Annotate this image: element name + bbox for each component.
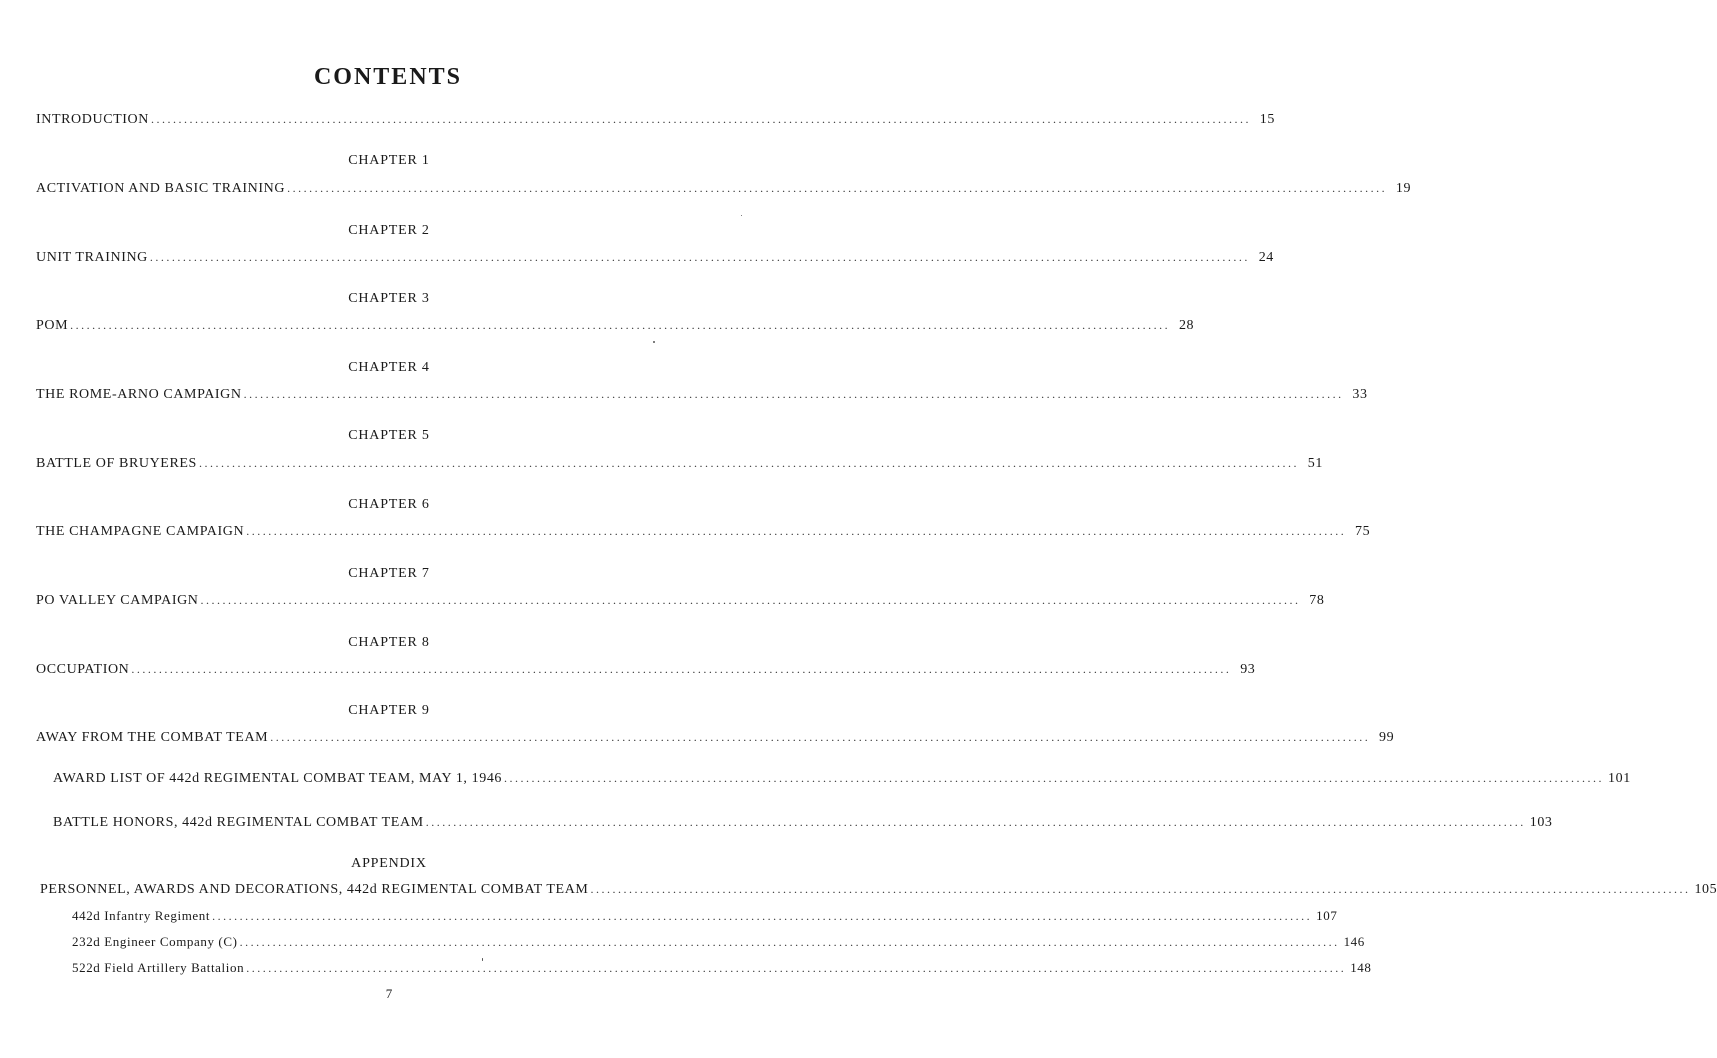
- toc-entry-page: 24: [1258, 250, 1274, 265]
- toc-entry-page: 146: [1343, 934, 1365, 949]
- toc-entry-page: 99: [1379, 730, 1395, 745]
- chapter-heading-3: CHAPTER 3: [348, 291, 430, 306]
- toc-entry-label: UNIT TRAINING: [36, 250, 148, 265]
- leader-dots: ........................................................................................................................................................................................................: [149, 250, 1250, 264]
- chapter-heading-6: CHAPTER 6: [348, 497, 430, 512]
- toc-entry-page: 19: [1395, 181, 1412, 196]
- leader-dots: ........................................................................................................................................................................................................: [200, 593, 1301, 607]
- toc-entry-chapter-8[interactable]: [36, 662, 1256, 678]
- chapter-heading-2: CHAPTER 2: [348, 223, 430, 238]
- toc-entry-label: INTRODUCTION: [36, 112, 149, 127]
- toc-entry-page: 103: [1529, 815, 1553, 830]
- toc-sub-entry[interactable]: [72, 908, 1338, 924]
- toc-entry-page: 101: [1608, 771, 1631, 786]
- toc-entry-introduction[interactable]: [36, 112, 1275, 128]
- toc-entry-label: THE CHAMPAGNE CAMPAIGN: [36, 524, 245, 539]
- toc-entry-label: BATTLE OF BRUYERES: [36, 456, 197, 471]
- leader-dots: ........................................................................................................................................................................................................: [243, 387, 1344, 401]
- toc-entry-page: 78: [1309, 593, 1325, 608]
- chapter-heading-5: CHAPTER 5: [348, 428, 430, 443]
- chapter-heading-8: CHAPTER 8: [348, 635, 430, 650]
- toc-entry-page: 105: [1694, 882, 1717, 897]
- toc-entry-chapter-5[interactable]: [36, 456, 1323, 472]
- toc-entry-label: THE ROME-ARNO CAMPAIGN: [36, 387, 242, 402]
- toc-entry-page: 28: [1178, 318, 1195, 333]
- toc-entry-chapter-9[interactable]: [36, 730, 1395, 746]
- toc-sub-entry[interactable]: [72, 960, 1372, 976]
- scan-speck: [741, 215, 742, 216]
- leader-dots: ........................................................................................................................................................................................................: [504, 771, 1605, 785]
- toc-entry-label: PO VALLEY CAMPAIGN: [36, 593, 199, 608]
- toc-entry-appendix[interactable]: [40, 882, 1717, 898]
- toc-entry-chapter-1[interactable]: [36, 181, 1412, 197]
- toc-entry-page: 33: [1352, 387, 1368, 402]
- toc-entry-page: 15: [1259, 112, 1275, 127]
- appendix-heading: APPENDIX: [351, 856, 427, 871]
- leader-dots: ........................................................................................................................................................................................................: [590, 882, 1691, 896]
- leader-dots: ........................................................................................................................................................................................................: [246, 961, 1347, 975]
- scan-speck: [482, 958, 483, 961]
- page-number: 7: [385, 986, 393, 1001]
- toc-entry-page: 107: [1316, 908, 1338, 923]
- chapter-heading-4: CHAPTER 4: [348, 360, 430, 375]
- toc-entry-chapter-3[interactable]: [36, 318, 1195, 334]
- leader-dots: ........................................................................................................................................................................................................: [287, 181, 1388, 195]
- leader-dots: ........................................................................................................................................................................................................: [150, 112, 1251, 126]
- toc-entry-chapter-4[interactable]: [36, 387, 1368, 403]
- leader-dots: ........................................................................................................................................................................................................: [70, 318, 1171, 332]
- toc-entry-page: 148: [1350, 960, 1372, 975]
- toc-entry-label: OCCUPATION: [36, 662, 130, 677]
- chapter-heading-7: CHAPTER 7: [348, 566, 430, 581]
- toc-entry-chapter-2[interactable]: [36, 250, 1274, 266]
- leader-dots: ........................................................................................................................................................................................................: [270, 730, 1371, 744]
- toc-entry-label: 232d Engineer Company (C): [72, 934, 238, 949]
- toc-entry-page: 93: [1240, 662, 1256, 677]
- leader-dots: ........................................................................................................................................................................................................: [425, 815, 1526, 829]
- toc-entry-battle-honors[interactable]: [53, 815, 1553, 831]
- toc-entry-label: 522d Field Artillery Battalion: [72, 960, 245, 975]
- toc-entry-label: ACTIVATION AND BASIC TRAINING: [36, 181, 286, 196]
- toc-entry-chapter-6[interactable]: [36, 524, 1371, 540]
- page-title: CONTENTS: [313, 64, 463, 90]
- toc-entry-label: 442d Infantry Regiment: [72, 908, 211, 923]
- leader-dots: ........................................................................................................................................................................................................: [131, 662, 1232, 676]
- chapter-heading-1: CHAPTER 1: [348, 153, 430, 168]
- toc-entry-award-list[interactable]: [53, 771, 1631, 787]
- leader-dots: ........................................................................................................................................................................................................: [246, 524, 1347, 538]
- toc-entry-page: 75: [1355, 524, 1371, 539]
- toc-entry-label: PERSONNEL, AWARDS AND DECORATIONS, 442d REGIMENTAL COMBAT TEAM: [40, 882, 589, 897]
- toc-entry-label: POM: [36, 318, 69, 333]
- toc-entry-label: AWAY FROM THE COMBAT TEAM: [36, 730, 269, 745]
- toc-entry-label: AWARD LIST OF 442d REGIMENTAL COMBAT TEAM, MAY 1, 1946: [53, 771, 503, 786]
- toc-entry-page: 51: [1307, 456, 1323, 471]
- chapter-heading-9: CHAPTER 9: [348, 703, 430, 718]
- toc-sub-entry[interactable]: [72, 934, 1365, 950]
- toc-entry-label: BATTLE HONORS, 442d REGIMENTAL COMBAT TEAM: [53, 815, 424, 830]
- toc-entry-chapter-7[interactable]: [36, 593, 1325, 609]
- leader-dots: ........................................................................................................................................................................................................: [212, 909, 1313, 923]
- leader-dots: ........................................................................................................................................................................................................: [198, 456, 1299, 470]
- leader-dots: ........................................................................................................................................................................................................: [239, 935, 1340, 949]
- scan-speck: [653, 341, 655, 343]
